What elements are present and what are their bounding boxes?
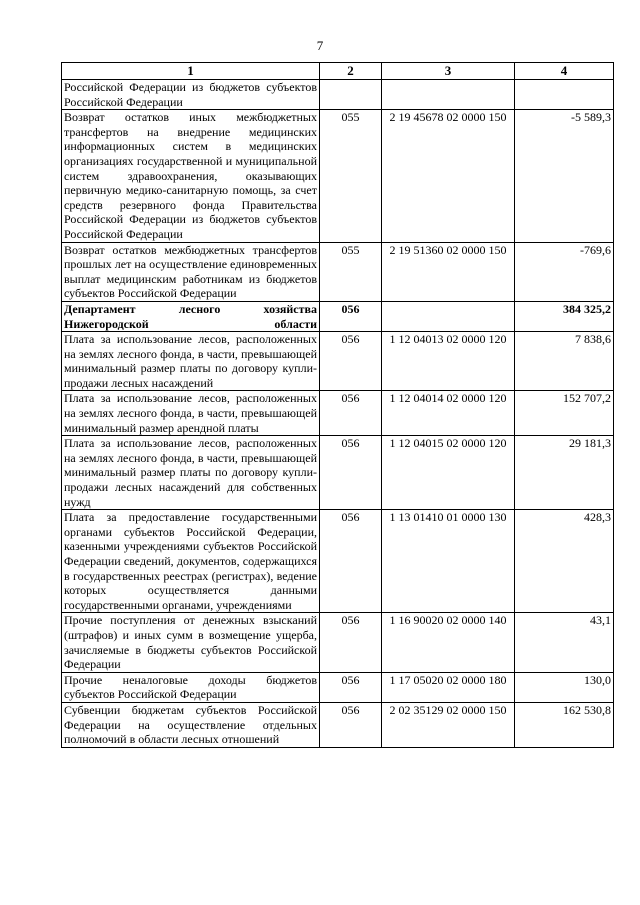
amount: 130,0 — [515, 672, 614, 702]
admin-code: 056 — [320, 613, 382, 672]
table-header-row — [62, 63, 614, 80]
budget-classification-code: 1 16 90020 02 0000 140 — [382, 613, 515, 672]
admin-code: 055 — [320, 110, 382, 242]
budget-table — [61, 62, 614, 748]
income-name: Прочие неналоговые доходы бюджетов субъектов Российской Федерации — [62, 672, 320, 702]
admin-code: 056 — [320, 332, 382, 391]
table-row — [62, 110, 614, 242]
income-name: Возврат остатков иных межбюджетных трансфертов на внедрение медицинских информационных систем в медицинских организациях государственной и муниципальной систем здравоохранения, оказывающих первичную медико-санитарную помощь, за счет средств резервного фонда Правительства Российской Федерации из бюджетов субъектов Российской Федерации — [62, 110, 320, 242]
income-name: Плата за использование лесов, расположенных на землях лесного фонда, в части, превышающей минимальный размер платы по договору купли-продажи лесных насаждений — [62, 332, 320, 391]
amount: 43,1 — [515, 613, 614, 672]
amount: 162 530,8 — [515, 702, 614, 747]
column-header-4: 4 — [515, 63, 614, 80]
budget-classification-code: 2 02 35129 02 0000 150 — [382, 702, 515, 747]
amount: 384 325,2 — [515, 301, 614, 331]
table-row — [62, 510, 614, 613]
table-row-department — [62, 301, 614, 331]
budget-classification-code: 1 13 01410 01 0000 130 — [382, 510, 515, 613]
column-header-1: 1 — [62, 63, 320, 80]
income-name: Субвенции бюджетам субъектов Российской Федерации на осуществление отдельных полномочий в области лесных отношений — [62, 702, 320, 747]
admin-code: 056 — [320, 301, 382, 331]
budget-classification-code — [382, 301, 515, 331]
amount: 428,3 — [515, 510, 614, 613]
amount — [515, 80, 614, 110]
admin-code: 056 — [320, 702, 382, 747]
budget-classification-code: 1 17 05020 02 0000 180 — [382, 672, 515, 702]
admin-code: 056 — [320, 391, 382, 436]
income-name: Прочие поступления от денежных взысканий (штрафов) и иных сумм в возмещение ущерба, зачисляемые в бюджеты субъектов Российской Федерации — [62, 613, 320, 672]
budget-classification-code: 1 12 04015 02 0000 120 — [382, 436, 515, 510]
income-name: Плата за использование лесов, расположенных на землях лесного фонда, в части, превышающей минимальный размер арендной платы — [62, 391, 320, 436]
admin-code: 056 — [320, 436, 382, 510]
table-row — [62, 702, 614, 747]
budget-classification-code — [382, 80, 515, 110]
table-row — [62, 613, 614, 672]
table-row — [62, 672, 614, 702]
budget-classification-code: 1 12 04014 02 0000 120 — [382, 391, 515, 436]
column-header-2: 2 — [320, 63, 382, 80]
budget-classification-code: 2 19 51360 02 0000 150 — [382, 242, 515, 301]
budget-classification-code: 2 19 45678 02 0000 150 — [382, 110, 515, 242]
department-name: Департамент лесного хозяйства Нижегородской области — [62, 301, 320, 331]
income-name: Российской Федерации из бюджетов субъектов Российской Федерации — [62, 80, 320, 110]
amount: 152 707,2 — [515, 391, 614, 436]
admin-code — [320, 80, 382, 110]
income-name: Плата за предоставление государственными органами субъектов Российской Федерации, казенными учреждениями субъектов Российской Федерации сведений, документов, содержащихся в государственных реестрах (регистрах), ведение которых осуществляется данными государственными органами, учреждениями — [62, 510, 320, 613]
amount: 29 181,3 — [515, 436, 614, 510]
amount: -769,6 — [515, 242, 614, 301]
table-row — [62, 242, 614, 301]
column-header-3: 3 — [382, 63, 515, 80]
table-row — [62, 332, 614, 391]
income-name: Плата за использование лесов, расположенных на землях лесного фонда, в части, превышающей минимальный размер платы по договору купли-продажи лесных насаждений для собственных нужд — [62, 436, 320, 510]
admin-code: 056 — [320, 510, 382, 613]
budget-classification-code: 1 12 04013 02 0000 120 — [382, 332, 515, 391]
amount: 7 838,6 — [515, 332, 614, 391]
table-row — [62, 391, 614, 436]
admin-code: 055 — [320, 242, 382, 301]
page-number: 7 — [316, 38, 324, 53]
table-row — [62, 80, 614, 110]
table-row — [62, 436, 614, 510]
income-name: Возврат остатков межбюджетных трансфертов прошлых лет на осуществление единовременных выплат медицинским работникам из бюджетов субъектов Российской Федерации — [62, 242, 320, 301]
amount: -5 589,3 — [515, 110, 614, 242]
admin-code: 056 — [320, 672, 382, 702]
